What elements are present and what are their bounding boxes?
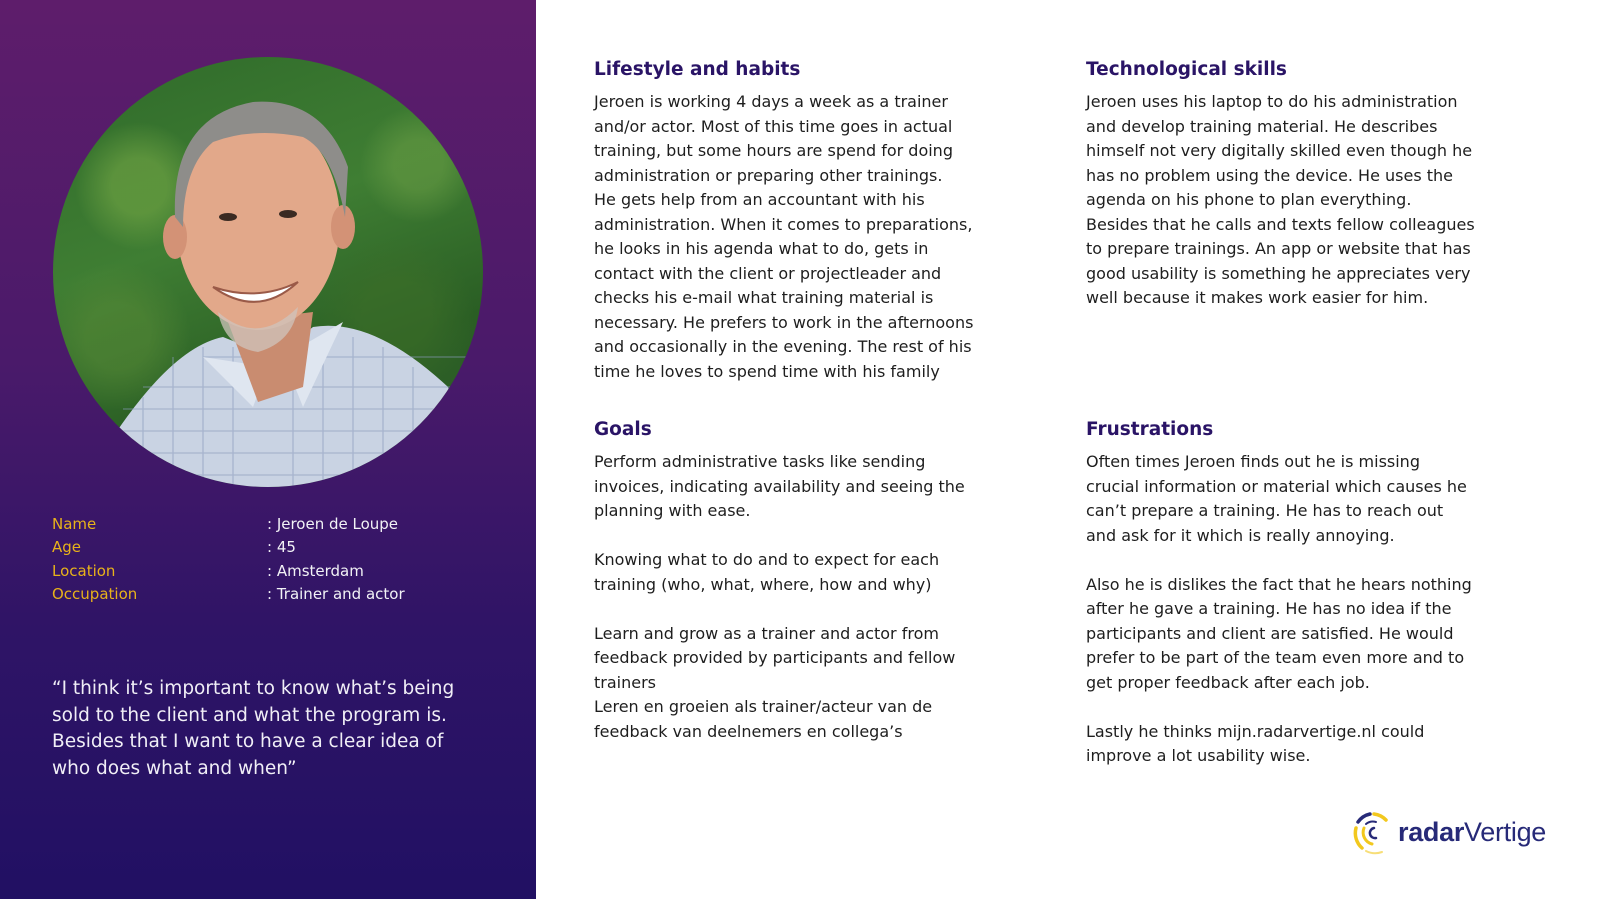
section-technological-skills <box>1086 58 1486 311</box>
info-row-name <box>52 512 492 536</box>
persona-quote: “I think it’s important to know what’s being sold to the client and what the program is. Besides that I want to have a clear idea of who does what and when” <box>52 678 455 779</box>
persona-panel <box>0 0 536 899</box>
info-label: Age <box>52 538 82 557</box>
persona-portrait-illustration <box>53 57 483 487</box>
section-paragraph: Lastly he thinks mijn.radarvertige.nl could improve a lot usability wise. <box>1086 721 1425 765</box>
radarvertige-logo <box>1352 806 1546 858</box>
section-paragraph: Jeroen is working 4 days a week as a trainer and/or actor. Most of this time goes in actual training, but some hours are spend for doing administration or preparing other trainings. He gets help from an accountant with his administration. When it comes to preparations, he looks in his agenda what to do, gets in contact with the client or projectleader and checks his e-mail what training material is necessary. He prefers to work in the afternoons and occasionally in the evening. The rest of his time he loves to spend time with his family <box>594 92 974 381</box>
logo-text <box>1398 817 1546 848</box>
section-title: Technological skills <box>1086 59 1287 80</box>
logo-text-bold: radar <box>1398 816 1465 847</box>
info-value: : 45 <box>267 538 296 557</box>
section-title: Frustrations <box>1086 419 1214 440</box>
radar-icon <box>1352 806 1392 858</box>
info-value: : Jeroen de Loupe <box>267 514 399 533</box>
info-value: : Trainer and actor <box>267 585 405 604</box>
info-label: Name <box>52 514 97 533</box>
section-paragraph: Knowing what to do and to expect for each training (who, what, where, how and why) <box>594 550 940 594</box>
info-row-age <box>52 536 492 560</box>
persona-photo <box>53 57 483 487</box>
section-goals <box>594 418 994 744</box>
info-label: Location <box>52 561 116 580</box>
section-paragraph: Jeroen uses his laptop to do his administration and develop training material. He describes himself not very digitally skilled even though he has no problem using the device. He uses the agenda on his phone to plan everything. Besides that he calls and texts fellow colleagues to prepare trainings. An app or website that has good usability is something he appreciates very well because it makes work easier for him. <box>1086 92 1475 307</box>
persona-info-table <box>52 512 492 606</box>
info-label: Occupation <box>52 585 138 604</box>
section-paragraph: Also he is dislikes the fact that he hears nothing after he gave a training. He has no idea if the participants and client are satisfied. He would prefer to be part of the team even more and to get proper feedback after each job. <box>1086 574 1472 692</box>
info-value: : Amsterdam <box>267 561 364 580</box>
info-row-location <box>52 559 492 583</box>
section-paragraph: Leren en groeien als trainer/acteur van de feedback van deelnemers en collega’s <box>594 697 933 741</box>
section-title: Goals <box>594 419 652 440</box>
section-lifestyle <box>594 58 994 384</box>
section-frustrations <box>1086 418 1486 769</box>
section-paragraph: Learn and grow as a trainer and actor from feedback provided by participants and fellow trainers <box>594 623 956 692</box>
section-paragraph: Perform administrative tasks like sending invoices, indicating availability and seeing the planning with ease. <box>594 452 965 520</box>
logo-text-regular: Vertige <box>1464 816 1547 847</box>
section-title: Lifestyle and habits <box>594 59 801 80</box>
section-paragraph: Often times Jeroen finds out he is missing crucial information or material which causes he can’t prepare a training. He has to reach out and ask for it which is really annoying. <box>1086 452 1467 545</box>
info-row-occupation <box>52 583 492 607</box>
